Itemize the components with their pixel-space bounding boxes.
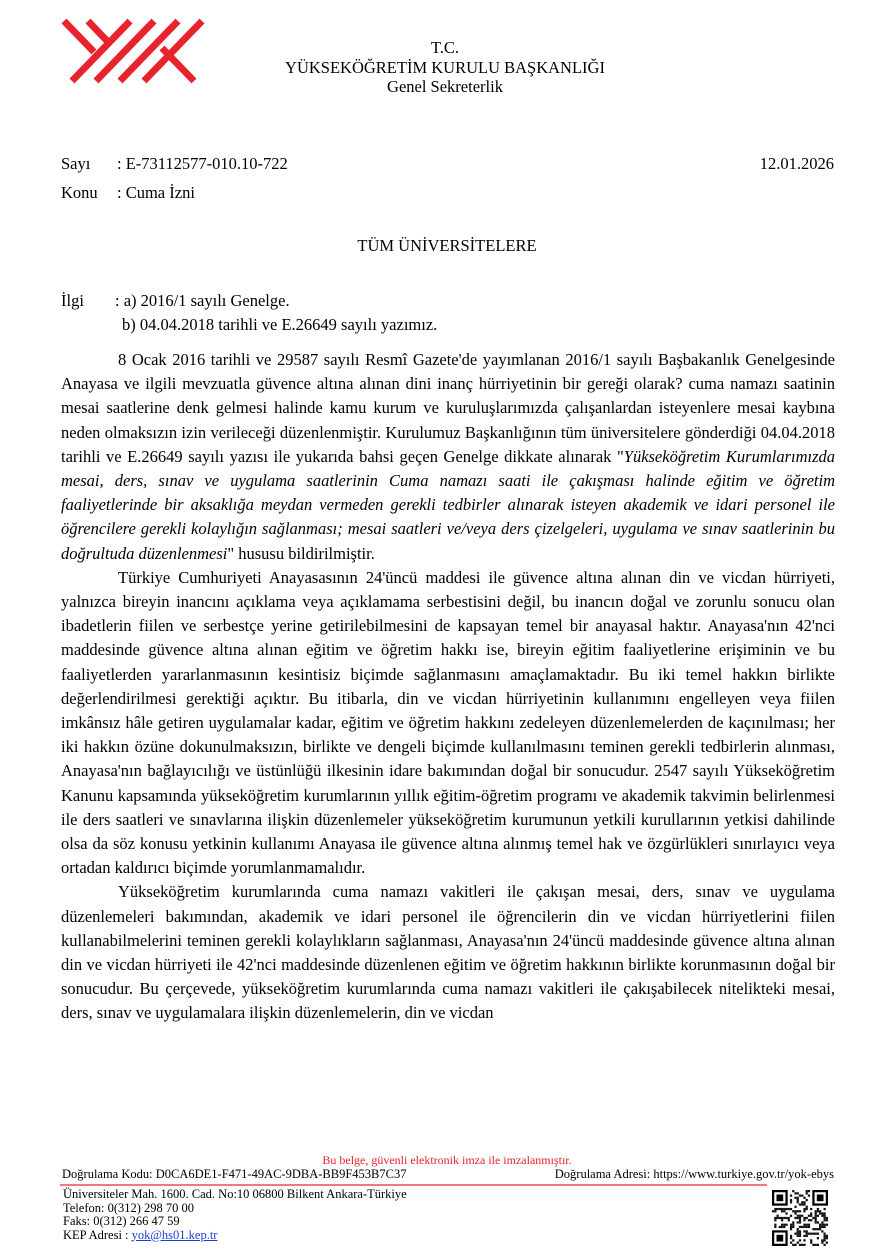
qr-module xyxy=(799,1244,801,1246)
qr-module xyxy=(806,1217,808,1219)
qr-module xyxy=(797,1230,799,1232)
qr-module xyxy=(826,1235,828,1237)
kep-email-link[interactable]: yok@hs01.kep.tr xyxy=(131,1227,218,1242)
qr-module xyxy=(792,1224,794,1226)
qr-module xyxy=(785,1212,787,1214)
qr-module xyxy=(821,1212,823,1214)
qr-module xyxy=(781,1217,783,1219)
qr-module xyxy=(817,1228,819,1230)
qr-module xyxy=(790,1226,792,1228)
qr-module xyxy=(817,1221,819,1223)
qr-module xyxy=(794,1233,796,1235)
verification-code: Doğrulama Kodu: D0CA6DE1-F471-49AC-9DBA-BB9F453B7C37 xyxy=(62,1167,407,1181)
qr-module xyxy=(826,1217,828,1219)
qr-module xyxy=(803,1244,805,1246)
qr-module xyxy=(801,1203,803,1205)
qr-module xyxy=(806,1233,808,1235)
letterhead xyxy=(240,38,650,97)
recipient: TÜM ÜNİVERSİTELERE xyxy=(357,236,537,255)
qr-module xyxy=(779,1208,781,1210)
qr-module xyxy=(779,1217,781,1219)
qr-module xyxy=(799,1230,801,1232)
logo-stripe xyxy=(162,48,194,81)
qr-module xyxy=(824,1226,826,1228)
qr-module xyxy=(815,1215,817,1217)
reference-a: : a) 2016/1 sayılı Genelge. xyxy=(115,291,290,310)
qr-module xyxy=(808,1233,810,1235)
qr-module xyxy=(803,1208,805,1210)
qr-module xyxy=(821,1224,823,1226)
qr-module xyxy=(803,1224,805,1226)
qr-module xyxy=(781,1219,783,1221)
reference-b: b) 04.04.2018 tarihli ve E.26649 sayılı yazımız. xyxy=(122,315,438,334)
qr-module xyxy=(799,1226,801,1228)
qr-module xyxy=(810,1239,812,1241)
qr-module xyxy=(774,1224,776,1226)
qr-module xyxy=(803,1217,805,1219)
qr-module xyxy=(817,1244,819,1246)
qr-module xyxy=(821,1230,823,1232)
qr-module xyxy=(799,1219,801,1221)
qr-module xyxy=(790,1242,792,1244)
qr-module xyxy=(815,1217,817,1219)
qr-module xyxy=(801,1226,803,1228)
qr-module xyxy=(776,1194,783,1201)
paragraph-2: Türkiye Cumhuriyeti Anayasasının 24'üncü maddesi ile güvence altına alınan din ve vicdan hürriyeti, yalnızca bireyin inancını açıklama veya açıklamama serbestisini değil, bu inancın doğal ve zorunlu sonucu olan ibadetlerin fiilen ve serbestçe yerine getirilebilmesini de kapsayan temel bir anayasal haktır. Anayasa'nın 42'nci maddesinde güvence altına alınan eğitim ve öğretim hakkı ise, bireyin eğitim faaliyetlerine erişiminin ve bu faaliyetlerden yararlanmasının kesintisiz biçimde sağlanmasını amaçlamaktadır. Bu iki temel hakkın birlikte değerlendirilmesi gerektiği açıktır. Bu itibarla, din ve vicdan hürriyetinin kullanımını engelleyen veya fiilen imkânsız hâle getiren uygulamalar kadar, eğitim ve öğretim hakkını zedeleyen düzenlemelerden de kaçınılması; her iki hakkın özüne dokunulmaksızın, birlikte ve dengeli biçimde kullanılmasını teminen gerekli tedbirlerin alınması, Anayasa'nın bağlayıcılığı ve üstünlüğü ilkesinin idare bakımından doğal bir sonucudur. 2547 sayılı Yükseköğretim Kanunu kapsamında yükseköğretim kurumlarının yıllık eğitim-öğretim programı ve akademik takvimin belirlenmesi ile ders saatleri ve sınavlarına ilişkin düzenlemeler yükseköğretim kurumunun yetkili kurullarının yetkisi dahilinde olsa da söz konusu yetkinin kullanımı Anayasa ile güvence altına alınmış temel hak ve özgürlükleri sınırlayıcı veya ortadan kaldırıcı biçimde yorumlanmamalıdır. xyxy=(61,567,835,878)
qr-module xyxy=(801,1201,803,1203)
qr-module xyxy=(776,1208,778,1210)
qr-module xyxy=(788,1217,790,1219)
qr-module xyxy=(781,1224,783,1226)
qr-module xyxy=(812,1233,814,1235)
qr-module xyxy=(824,1224,826,1226)
qr-module xyxy=(815,1212,817,1214)
qr-module xyxy=(821,1239,823,1241)
qr-module xyxy=(792,1210,794,1212)
qr-module xyxy=(817,1210,819,1212)
qr-module xyxy=(826,1224,828,1226)
qr-module xyxy=(803,1219,805,1221)
qr-module xyxy=(826,1219,828,1221)
qr-module xyxy=(806,1199,808,1201)
qr-module xyxy=(808,1219,810,1221)
paragraph-1 xyxy=(61,348,835,566)
qr-module xyxy=(826,1242,828,1244)
qr-module xyxy=(808,1190,810,1192)
qr-module xyxy=(821,1226,823,1228)
postal-address: Üniversiteler Mah. 1600. Cad. No:10 06800 Bilkent Ankara-Türkiye xyxy=(63,1187,407,1201)
verification-row xyxy=(62,1167,834,1182)
qr-module xyxy=(797,1201,799,1203)
qr-module xyxy=(810,1208,812,1210)
qr-module xyxy=(799,1194,801,1196)
qr-module xyxy=(819,1224,821,1226)
qr-module xyxy=(781,1208,783,1210)
qr-module xyxy=(790,1208,792,1210)
qr-module xyxy=(824,1212,826,1214)
qr-module xyxy=(819,1210,821,1212)
qr-module xyxy=(817,1215,819,1217)
paragraph-1-start: 8 Ocak 2016 tarihli ve 29587 sayılı Resmî Gazete'de yayımlanan 2016/1 sayılı Başbakanlık Genelgesinde Anayasa ve ilgili mevzuatla güvence altına alınan dini inanç hürriyetinin bir gereği olarak? cuma namazı saatinin mesai saatlerine denk gelmesi halinde kamu kurum ve kuruluşlarımızda çalışanlardan isteyenlere mesai kaybına neden olmaksızın izin verileceği düzenlenmiştir. Kurulumuz Başkanlığının tüm üniversitelere gönderdiği 04.04.2018 tarihli ve E.26649 sayılı yazısı ile yukarıda bahsi geçen Genelge dikkate alınarak " xyxy=(61,350,835,466)
qr-module xyxy=(824,1208,826,1210)
qr-module xyxy=(772,1210,774,1212)
header-tc: T.C. xyxy=(430,38,460,57)
qr-module xyxy=(788,1219,790,1221)
qr-module xyxy=(806,1208,808,1210)
qr-module xyxy=(794,1192,796,1194)
qr-module xyxy=(810,1219,812,1221)
e-signature-note: Bu belge, güvenli elektronik imza ile imzalanmıştır. xyxy=(322,1153,572,1167)
qr-module xyxy=(776,1215,778,1217)
sayi-value: : E-73112577-010.10-722 xyxy=(117,154,288,173)
qr-module xyxy=(797,1221,799,1223)
paragraph-1-end: " hususu bildirilmiştir. xyxy=(227,543,375,563)
qr-module xyxy=(806,1190,808,1192)
qr-module xyxy=(792,1226,794,1228)
qr-module xyxy=(821,1221,823,1223)
qr-module xyxy=(794,1244,796,1246)
qr-module xyxy=(799,1215,801,1217)
qr-module xyxy=(799,1217,801,1219)
qr-module xyxy=(812,1244,814,1246)
qr-module xyxy=(824,1219,826,1221)
qr-module xyxy=(794,1210,796,1212)
qr-module xyxy=(810,1215,812,1217)
qr-module xyxy=(797,1192,799,1194)
qr-module xyxy=(817,1194,824,1201)
qr-module xyxy=(806,1235,808,1237)
qr-module xyxy=(803,1197,805,1199)
qr-module xyxy=(792,1221,794,1223)
qr-module xyxy=(799,1235,801,1237)
qr-module xyxy=(803,1203,805,1205)
qr-module xyxy=(810,1233,812,1235)
qr-module xyxy=(792,1190,794,1192)
qr-module xyxy=(803,1230,805,1232)
qr-module xyxy=(815,1219,817,1221)
qr-module xyxy=(799,1239,801,1241)
qr-module xyxy=(806,1206,808,1208)
qr-module xyxy=(817,1208,819,1210)
qr-module xyxy=(817,1237,819,1239)
yok-logo xyxy=(58,18,208,84)
qr-module xyxy=(803,1235,805,1237)
qr-module xyxy=(774,1217,776,1219)
konu-label: Konu xyxy=(61,183,98,202)
qr-module xyxy=(797,1215,799,1217)
qr-module xyxy=(803,1201,805,1203)
qr-module xyxy=(819,1226,821,1228)
qr-module xyxy=(797,1199,799,1201)
qr-module xyxy=(790,1228,792,1230)
qr-module xyxy=(799,1233,801,1235)
qr-module xyxy=(812,1217,814,1219)
qr-module xyxy=(774,1208,776,1210)
qr-module xyxy=(790,1235,792,1237)
qr-module xyxy=(815,1210,817,1212)
qr-module xyxy=(806,1224,808,1226)
qr-module xyxy=(783,1217,785,1219)
document-date: 12.01.2026 xyxy=(759,154,834,173)
konu-row xyxy=(61,183,195,203)
qr-module xyxy=(776,1235,783,1242)
fax: Faks: 0(312) 266 47 59 xyxy=(63,1214,180,1228)
qr-module xyxy=(790,1215,792,1217)
qr-module xyxy=(794,1212,796,1214)
qr-module xyxy=(792,1244,794,1246)
qr-module xyxy=(774,1219,776,1221)
qr-module xyxy=(785,1224,787,1226)
verification-address[interactable]: Doğrulama Adresi: https://www.turkiye.gov.tr/yok-ebys xyxy=(554,1167,834,1181)
qr-module xyxy=(824,1244,826,1246)
qr-module xyxy=(806,1230,808,1232)
qr-module xyxy=(797,1217,799,1219)
qr-module xyxy=(776,1217,778,1219)
qr-module xyxy=(779,1226,781,1228)
qr-module xyxy=(810,1212,812,1214)
qr-module xyxy=(783,1210,785,1212)
qr-code xyxy=(772,1190,828,1246)
footer-divider xyxy=(60,1184,767,1186)
qr-module xyxy=(819,1228,821,1230)
qr-module xyxy=(824,1239,826,1241)
qr-module xyxy=(824,1215,826,1217)
qr-module xyxy=(794,1197,796,1199)
qr-module xyxy=(797,1197,799,1199)
header-department: Genel Sekreterlik xyxy=(387,77,503,96)
kep-label: KEP Adresi : xyxy=(63,1227,132,1242)
qr-module xyxy=(781,1226,783,1228)
qr-module xyxy=(774,1226,776,1228)
qr-module xyxy=(806,1226,808,1228)
qr-module xyxy=(790,1194,792,1196)
ilgi-label: İlgi xyxy=(61,291,84,310)
qr-module xyxy=(803,1210,805,1212)
qr-module xyxy=(808,1194,810,1196)
qr-module xyxy=(794,1206,796,1208)
qr-module xyxy=(788,1208,790,1210)
qr-module xyxy=(799,1210,801,1212)
qr-module xyxy=(797,1235,799,1237)
header-institution: YÜKSEKÖĞRETİM KURULU BAŞKANLIĞI xyxy=(285,57,605,77)
qr-module xyxy=(810,1242,812,1244)
qr-module xyxy=(799,1221,801,1223)
qr-module xyxy=(815,1244,817,1246)
qr-module xyxy=(797,1242,799,1244)
sayi-label: Sayı xyxy=(61,154,91,173)
qr-module xyxy=(790,1237,792,1239)
qr-module xyxy=(812,1228,814,1230)
qr-module xyxy=(783,1208,785,1210)
qr-module xyxy=(824,1237,826,1239)
phone: Telefon: 0(312) 298 70 00 xyxy=(63,1200,195,1215)
document-body xyxy=(61,348,835,1026)
qr-module xyxy=(821,1215,823,1217)
qr-module xyxy=(774,1210,776,1212)
qr-module xyxy=(790,1224,792,1226)
quoted-directive: Yükseköğretim Kurumlarımızda mesai, ders, sınav ve uygulama saatlerinin Cuma namazı saati ile çakışması halinde eğitim ve öğretim faaliyetlerinde bir aksaklığa meydan vermeden gerekli tedbirler alınarak isteyen akademik ve idari personel ile öğrencilere gerekli kolaylığın sağlanması; mesai saatleri ve/veya ders çizelgeleri, uygulama ve sınav saatlerinin bu doğrultuda düzenlenmesi xyxy=(61,446,836,563)
paragraph-3: Yükseköğretim kurumlarında cuma namazı vakitleri ile çakışan mesai, ders, sınav ve uygulama düzenlemeleri bakımından, akademik ve idari personel ile öğrencilerin din ve vicdan hürriyetlerini fiilen kullanabilmelerini teminen gerekli kolaylıkların sağlanması, Anayasa'nın 24'üncü maddesinde güvence altına alınan din ve vicdan hürriyeti ile 42'nci maddesinde düzenlenen eğitim ve öğretim hakkının birlikte korunmasının doğal bir sonucudur. Bu çerçevede, yükseköğretim kurumlarında cuma namazı vakitleri ile çakışabilecek nitelikteki mesai, ders, sınav ve uygulamalara ilişkin düzenlemelerin, din ve vicdan xyxy=(61,882,835,1023)
reference-block xyxy=(61,289,437,337)
qr-module xyxy=(790,1199,792,1201)
qr-module xyxy=(826,1237,828,1239)
qr-module xyxy=(824,1235,826,1237)
qr-module xyxy=(821,1242,823,1244)
qr-module xyxy=(799,1203,801,1205)
qr-module xyxy=(824,1217,826,1219)
konu-value: : Cuma İzni xyxy=(117,183,195,202)
qr-module xyxy=(801,1215,803,1217)
qr-module xyxy=(783,1224,785,1226)
qr-module xyxy=(781,1210,783,1212)
qr-module xyxy=(817,1233,819,1235)
sayi-row xyxy=(61,154,288,174)
qr-module xyxy=(797,1228,799,1230)
qr-module xyxy=(815,1228,817,1230)
qr-module xyxy=(803,1226,805,1228)
qr-module xyxy=(794,1217,796,1219)
qr-module xyxy=(808,1226,810,1228)
qr-module xyxy=(803,1239,805,1241)
qr-module xyxy=(790,1201,792,1203)
qr-module xyxy=(792,1239,794,1241)
qr-module xyxy=(785,1217,787,1219)
qr-module xyxy=(824,1233,826,1235)
qr-module xyxy=(783,1226,785,1228)
qr-module xyxy=(815,1233,817,1235)
qr-module xyxy=(797,1233,799,1235)
contact-block xyxy=(63,1188,407,1242)
qr-module xyxy=(815,1221,817,1223)
qr-module xyxy=(801,1194,803,1196)
qr-module xyxy=(819,1212,821,1214)
qr-module xyxy=(808,1215,810,1217)
qr-module xyxy=(806,1192,808,1194)
qr-module xyxy=(801,1244,803,1246)
qr-module xyxy=(785,1208,787,1210)
qr-module xyxy=(808,1224,810,1226)
qr-module xyxy=(797,1210,799,1212)
